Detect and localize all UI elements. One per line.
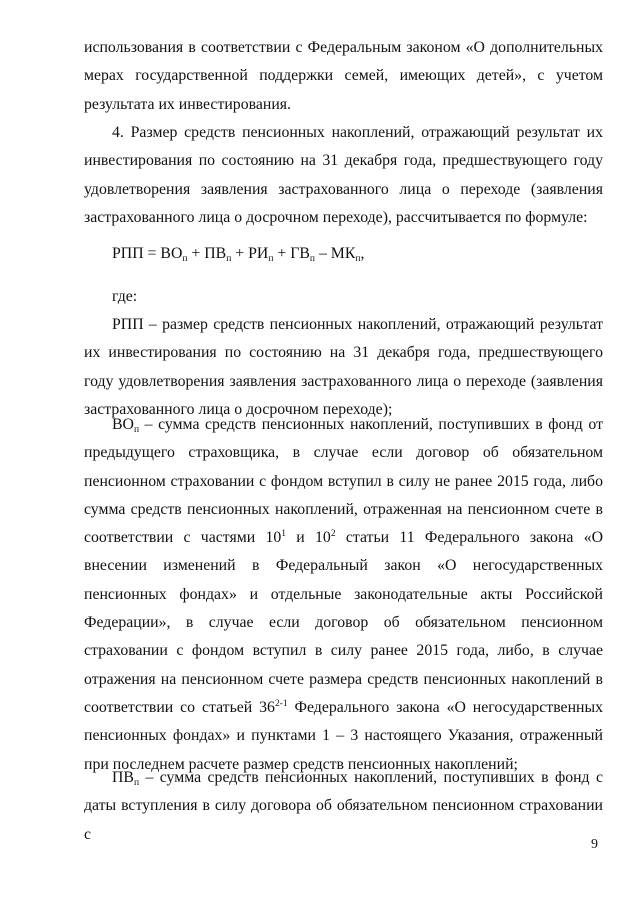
definition-text: статьи 11 Федерального закона «О внесении изменений в Федеральный закон «О негосударственных пенсионных фондах» и отдельные законодательные акты Российской Федерации», в случае если договор об обязательном пенсионном страховании с фондом вступил в силу ранее 2015 года, либо, в случае отражения на пенсионном счете размера средств пенсионных накоплений в соответствии со статьей 36 [84,529,603,716]
formula-subscript: п [355,254,361,264]
formula-lhs: РПП = ВО [112,245,183,262]
term-subscript: п [133,425,140,435]
where-label: где: [112,288,138,305]
definition-term: ПВ [112,769,134,786]
definition-text: – сумма средств пенсионных накоплений, поступивших в фонд с даты вступления в силу договора об обязательном пенсионном страховании с [84,769,603,843]
superscript: 1 [281,529,287,540]
formula-subscript: п [226,254,232,264]
formula [112,240,364,268]
page-number: 9 [591,837,598,852]
formula-subscript: п [309,254,315,264]
definition-vo [84,411,603,779]
definition-term: ВО [112,416,134,433]
superscript: 2-1 [274,698,288,709]
definition-rpp: РПП – размер средств пенсионных накоплений, отражающий результат их инвестирования по состоянию на 31 декабря года, предшествующего году удовлетворения заявления застрахованного лица о переходе (заявления застрахованного лица о досрочном переходе); [84,316,603,418]
superscript: 2 [330,529,336,540]
definition-text: – сумма средств пенсионных накоплений, поступивших в фонд от предыдущего страховщика, в случае если договор об обязательном пенсионном страховании с фондом вступил в силу не ранее 2015 года, либо сумма средств пенсионных накоплений, отраженная на пенсионном счете в соответствии с частями 10 [84,416,603,547]
formula-term: + ПВ [187,245,227,262]
formula-subscript: п [268,254,274,264]
formula-subscript: п [182,254,188,264]
definition-text: Федерального закона «О негосударственных пенсионных фондах» и пунктами 1 – 3 настоящего Указания, отраженный при последнем расчете размер средств пенсионных накоплений; [84,698,603,773]
formula-end: , [360,245,365,262]
paragraph-continuation: использования в соответствии с Федеральным законом «О дополнительных мерах государственной поддержки семей, имеющих детей», с учетом результата их инвестирования. [84,39,603,113]
paragraph-item-4: 4. Размер средств пенсионных накоплений, отражающий результат их инвестирования по состоянию на 31 декабря года, предшествующего году удовлетворения заявления застрахованного лица о переходе (заявления застрахованного лица о досрочном переходе), рассчитывается по формуле: [84,124,603,226]
formula-term: + ГВ [273,245,310,262]
formula-term: – МК [315,245,356,262]
definition-pv [84,764,603,849]
definition-text: и 10 [286,529,331,547]
formula-term: + РИ [231,245,269,262]
term-subscript: п [133,778,140,788]
